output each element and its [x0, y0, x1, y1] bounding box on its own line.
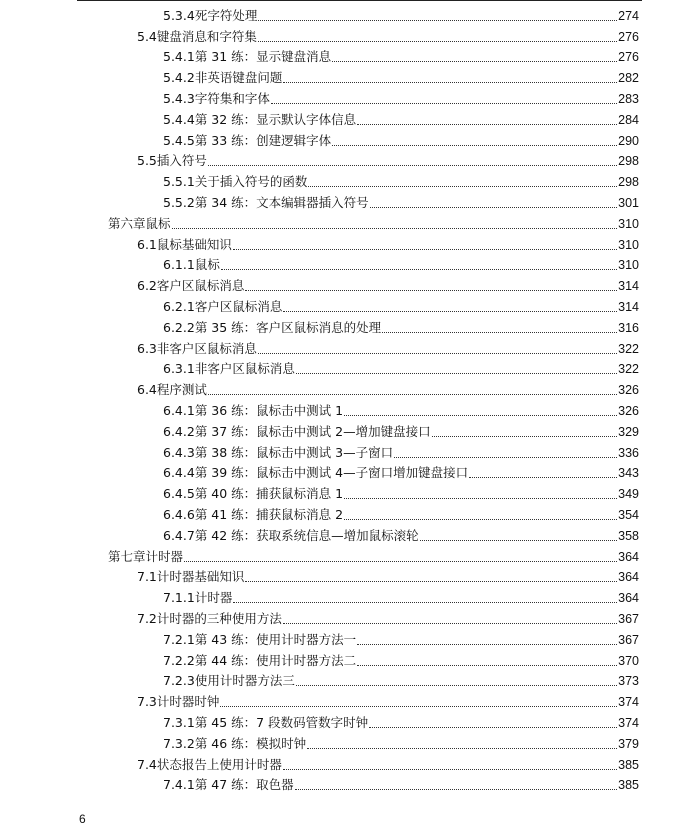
toc-entry-title: 使用计时器方法三 — [194, 673, 295, 689]
toc-entry-number: 7.4.1 — [163, 777, 195, 793]
toc-entry-title: 第 35 练：客户区鼠标消息的处理 — [194, 319, 382, 335]
toc-dot-leader — [271, 103, 617, 104]
toc-entry-page: 282 — [618, 71, 639, 86]
toc-entry-page: 310 — [618, 237, 639, 252]
toc-entry-page: 385 — [618, 757, 639, 772]
toc-entry-number: 6.1 — [137, 236, 157, 252]
toc-entry-title: 第 40 练：捕获鼠标消息 1 — [194, 486, 344, 502]
toc-dot-leader — [344, 415, 617, 416]
toc-entry-title: 计时器时钟 — [156, 694, 220, 710]
toc-entry-number: 7.3.1 — [163, 714, 195, 730]
toc-dot-leader — [220, 706, 617, 707]
toc-entry-number: 5.4.1 — [163, 49, 195, 65]
toc-entry-page: 374 — [618, 715, 639, 730]
toc-dot-leader — [233, 602, 617, 603]
toc-entry[interactable] — [137, 565, 639, 586]
toc-entry-title: 第 43 练：使用计时器方法一 — [194, 631, 357, 647]
toc-entry[interactable] — [163, 3, 639, 24]
toc-dot-leader — [208, 165, 617, 166]
toc-entry[interactable] — [108, 544, 639, 565]
toc-entry-title: 第 45 练：7 段数码管数字时钟 — [194, 714, 369, 730]
toc-entry[interactable] — [163, 190, 639, 211]
toc-entry[interactable] — [163, 648, 639, 669]
toc-entry-title: 第 34 练：文本编辑器插入符号 — [194, 194, 369, 210]
toc-entry[interactable] — [163, 45, 639, 66]
toc-entry-page: 364 — [618, 591, 639, 606]
toc-entry-title: 第 31 练：显示键盘消息 — [194, 49, 332, 65]
toc-entry[interactable] — [137, 273, 639, 294]
toc-entry-title: 第 42 练：获取系统信息—增加鼠标滚轮 — [194, 527, 419, 543]
toc-entry-number: 6.4.5 — [163, 486, 195, 502]
toc-entry-title: 第 41 练：捕获鼠标消息 2 — [194, 506, 344, 522]
toc-entry[interactable] — [137, 336, 639, 357]
toc-entry-page: 314 — [618, 279, 639, 294]
toc-entry-number: 6.4.6 — [163, 506, 195, 522]
toc-entry-number: 7.4 — [137, 756, 157, 772]
toc-dot-leader — [208, 394, 617, 395]
toc-entry-page: 329 — [618, 424, 639, 439]
toc-entry-page: 343 — [618, 466, 639, 481]
toc-entry-number: 5.5.1 — [163, 174, 195, 190]
toc-entry-title: 非客户区鼠标消息 — [194, 361, 295, 377]
toc-entry-page: 310 — [618, 216, 639, 231]
toc-dot-leader — [357, 124, 617, 125]
toc-entry[interactable] — [163, 294, 639, 315]
toc-dot-leader — [283, 769, 617, 770]
toc-entry[interactable] — [163, 86, 639, 107]
toc-entry-title: 鼠标 — [145, 215, 171, 231]
toc-entry-number: 6.4.4 — [163, 465, 195, 481]
toc-entry-number: 5.4 — [137, 28, 157, 44]
toc-entry-number: 6.4.7 — [163, 527, 195, 543]
toc-dot-leader — [357, 644, 617, 645]
toc-entry-page: 364 — [618, 570, 639, 585]
toc-dot-leader — [369, 727, 617, 728]
toc-entry-page: 364 — [618, 549, 639, 564]
toc-dot-leader — [296, 373, 617, 374]
toc-entry-page: 373 — [618, 674, 639, 689]
toc-dot-leader — [283, 623, 617, 624]
toc-entry-title: 状态报告上使用计时器 — [156, 756, 282, 772]
toc-entry-page: 322 — [618, 362, 639, 377]
toc-entry[interactable] — [163, 107, 639, 128]
toc-dot-leader — [308, 186, 617, 187]
toc-entry-title: 程序测试 — [156, 382, 207, 398]
toc-entry-number: 5.5 — [137, 153, 157, 169]
toc-dot-leader — [432, 436, 618, 437]
toc-entry-number: 5.3.4 — [163, 7, 195, 23]
toc-entry-page: 314 — [618, 299, 639, 314]
toc-entry-page: 358 — [618, 528, 639, 543]
toc-dot-leader — [258, 41, 617, 42]
toc-dot-leader — [245, 290, 617, 291]
toc-entry-page: 379 — [618, 736, 639, 751]
toc-entry-number: 7.2 — [137, 610, 157, 626]
toc-entry[interactable] — [163, 419, 639, 440]
toc-entry-number: 6.4.3 — [163, 444, 195, 460]
toc-entry[interactable] — [163, 440, 639, 461]
toc-entry-page: 274 — [618, 8, 639, 23]
toc-entry-title: 鼠标 — [194, 257, 220, 273]
toc-entry-number: 6.1.1 — [163, 257, 195, 273]
toc-entry-number: 6.4.2 — [163, 423, 195, 439]
page-number: 6 — [79, 812, 86, 826]
toc-entry[interactable] — [163, 773, 639, 794]
toc-entry-title: 死字符处理 — [194, 7, 258, 23]
toc-dot-leader — [258, 353, 617, 354]
toc-entry[interactable] — [163, 523, 639, 544]
toc-entry-page: 316 — [618, 320, 639, 335]
toc-dot-leader — [344, 498, 617, 499]
toc-entry-page: 354 — [618, 507, 639, 522]
toc-entry-number: 5.4.3 — [163, 90, 195, 106]
toc-entry[interactable] — [137, 24, 639, 45]
toc-entry-number: 7.3 — [137, 694, 157, 710]
toc-entry[interactable] — [163, 669, 639, 690]
toc-entry-number: 6.3.1 — [163, 361, 195, 377]
toc-entry-page: 310 — [618, 258, 639, 273]
toc-entry-page: 326 — [618, 383, 639, 398]
toc-entry-number: 5.4.2 — [163, 70, 195, 86]
toc-entry-title: 计时器的三种使用方法 — [156, 610, 282, 626]
toc-entry[interactable] — [163, 128, 639, 149]
toc-entry[interactable] — [163, 731, 639, 752]
toc-entry-page: 283 — [618, 91, 639, 106]
toc-entry[interactable] — [163, 627, 639, 648]
toc-dot-leader — [172, 228, 618, 229]
toc-entry-page: 367 — [618, 611, 639, 626]
toc-entry-page: 276 — [618, 29, 639, 44]
toc-entry-title: 非英语键盘问题 — [194, 70, 283, 86]
toc-entry[interactable] — [137, 149, 639, 170]
toc-dot-leader — [296, 685, 617, 686]
toc-entry-page: 298 — [618, 154, 639, 169]
toc-entry-page: 301 — [618, 195, 639, 210]
toc-dot-leader — [245, 581, 617, 582]
toc-dot-leader — [233, 249, 617, 250]
toc-entry-title: 关于插入符号的函数 — [194, 174, 308, 190]
toc-entry[interactable] — [163, 253, 639, 274]
toc-entry-number: 5.4.4 — [163, 111, 195, 127]
toc-entry-page: 276 — [618, 50, 639, 65]
toc-entry-number: 第七章 — [108, 548, 146, 564]
toc-dot-leader — [469, 477, 617, 478]
toc-entry-title: 字符集和字体 — [194, 90, 270, 106]
toc-entry-number: 7.3.2 — [163, 735, 195, 751]
toc-entry[interactable] — [163, 357, 639, 378]
toc-entry-title: 第 32 练：显示默认字体信息 — [194, 111, 357, 127]
toc-entry[interactable] — [163, 710, 639, 731]
toc-dot-leader — [184, 561, 617, 562]
toc-entry[interactable] — [137, 752, 639, 773]
toc-entry-title: 第 38 练：鼠标击中测试 3—子窗口 — [194, 444, 394, 460]
toc-entry-title: 第 47 练：取色器 — [194, 777, 294, 793]
toc-dot-leader — [382, 332, 617, 333]
toc-entry-number: 7.1 — [137, 569, 157, 585]
toc-entry-number: 6.2.2 — [163, 319, 195, 335]
toc-dot-leader — [370, 207, 617, 208]
toc-entry-page: 349 — [618, 487, 639, 502]
toc-entry-number: 6.2 — [137, 278, 157, 294]
toc-entry-number: 第六章 — [108, 215, 146, 231]
toc-entry-page: 374 — [618, 695, 639, 710]
toc-entry-page: 290 — [618, 133, 639, 148]
toc-entry-number: 6.4 — [137, 382, 157, 398]
toc-entry[interactable] — [163, 461, 639, 482]
toc-dot-leader — [283, 82, 617, 83]
toc-dot-leader — [221, 269, 617, 270]
toc-entry-number: 6.4.1 — [163, 402, 195, 418]
toc-entry-title: 计时器 — [194, 590, 233, 606]
toc-dot-leader — [283, 311, 617, 312]
toc-dot-leader — [307, 748, 617, 749]
toc-entry-title: 非客户区鼠标消息 — [156, 340, 257, 356]
toc-entry[interactable] — [163, 315, 639, 336]
toc-entry[interactable] — [163, 481, 639, 502]
toc-entry[interactable] — [137, 377, 639, 398]
toc-entry-number: 5.5.2 — [163, 194, 195, 210]
toc-entry-page: 367 — [618, 632, 639, 647]
toc-entry-page: 298 — [618, 175, 639, 190]
toc-dot-leader — [258, 20, 617, 21]
toc-entry-number: 7.2.3 — [163, 673, 195, 689]
toc-entry-page: 326 — [618, 403, 639, 418]
toc-entry[interactable] — [108, 211, 639, 232]
toc-dot-leader — [295, 789, 617, 790]
toc-entry[interactable] — [163, 398, 639, 419]
toc-entry-title: 第 46 练：模拟时钟 — [194, 735, 307, 751]
toc-entry-title: 键盘消息和字符集 — [156, 28, 257, 44]
toc-entry-page: 284 — [618, 112, 639, 127]
toc-entry-page: 336 — [618, 445, 639, 460]
toc-entry[interactable] — [163, 169, 639, 190]
toc-entry[interactable] — [137, 606, 639, 627]
toc-entry[interactable] — [137, 232, 639, 253]
toc-entry-page: 385 — [618, 778, 639, 793]
toc-entry-page: 370 — [618, 653, 639, 668]
toc-entry-title: 客户区鼠标消息 — [156, 278, 245, 294]
toc-entry[interactable] — [163, 65, 639, 86]
toc-entry-title: 第 39 练：鼠标击中测试 4—子窗口增加键盘接口 — [194, 465, 469, 481]
toc-entry[interactable] — [163, 502, 639, 523]
toc-entry-number: 6.2.1 — [163, 298, 195, 314]
toc-entry[interactable] — [163, 585, 639, 606]
toc-dot-leader — [332, 61, 617, 62]
toc-entry-title: 计时器 — [145, 548, 184, 564]
toc-dot-leader — [332, 145, 617, 146]
toc-entry-number: 7.2.1 — [163, 631, 195, 647]
toc-entry-number: 5.4.5 — [163, 132, 195, 148]
top-rule — [77, 0, 642, 1]
toc-entry-title: 第 44 练：使用计时器方法二 — [194, 652, 357, 668]
toc-entry-number: 7.1.1 — [163, 590, 195, 606]
toc-entry-title: 计时器基础知识 — [156, 569, 245, 585]
toc-dot-leader — [420, 540, 617, 541]
toc-entry-number: 7.2.2 — [163, 652, 195, 668]
toc-entry-page: 322 — [618, 341, 639, 356]
toc-dot-leader — [394, 457, 617, 458]
toc-entry-title: 客户区鼠标消息 — [194, 298, 283, 314]
toc-dot-leader — [344, 519, 617, 520]
toc-entry-title: 插入符号 — [156, 153, 207, 169]
toc-entry-number: 6.3 — [137, 340, 157, 356]
toc-entry-title: 第 33 练：创建逻辑字体 — [194, 132, 332, 148]
toc-entry-title: 第 36 练：鼠标击中测试 1 — [194, 402, 344, 418]
toc-entry-title: 鼠标基础知识 — [156, 236, 232, 252]
toc-entry[interactable] — [137, 689, 639, 710]
toc-entry-title: 第 37 练：鼠标击中测试 2—增加键盘接口 — [194, 423, 431, 439]
toc-dot-leader — [357, 665, 617, 666]
